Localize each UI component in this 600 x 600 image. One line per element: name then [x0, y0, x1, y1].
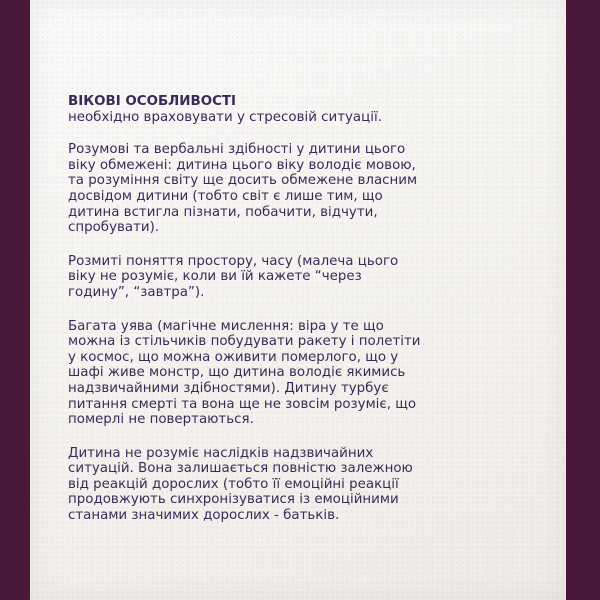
paragraph-cognitive-abilities: Розумові та вербальні здібності у дитини цього віку обмежені: дитина цього віку володіє мовою, та розуміння світу ще досить обмежене власним досвідом дитини (тобто світ є лише тим, що дитина встигла пізнати, побачити, відчути, спробувати). [68, 142, 418, 236]
document-body [68, 94, 544, 542]
paragraph-space-time: Розмиті поняття простору, часу (малеча цього віку не розуміє, коли ви їй кажете “через годину”, “завтра”). [68, 253, 399, 300]
paragraph-imagination: Багата уява (магічне мислення: віра у те що можна із стільчиків побудувати ракету і полетіти у космос, що можна оживити померлого, що у шафі живе монстр, що дитина володіє якимись надзвичайними здібностями). Дитину турбує питання смерті та вона ще не зовсім розуміє, що померлі не повертаються. [68, 318, 421, 428]
paper-sheet [30, 0, 566, 600]
document-title: ВІКОВІ ОСОБЛИВОСТІ [68, 94, 237, 109]
paragraph-dependence: Дитина не розуміє наслідків надзвичайних ситуацій. Вона залишається повністю залежною від реакцій дорослих (тобто її емоційні реакції продовжують синхронізуватися із емоційними станами значимих дорослих - батьків. [68, 445, 413, 524]
document-subtitle: необхідно враховувати у стресовій ситуації. [68, 109, 382, 125]
